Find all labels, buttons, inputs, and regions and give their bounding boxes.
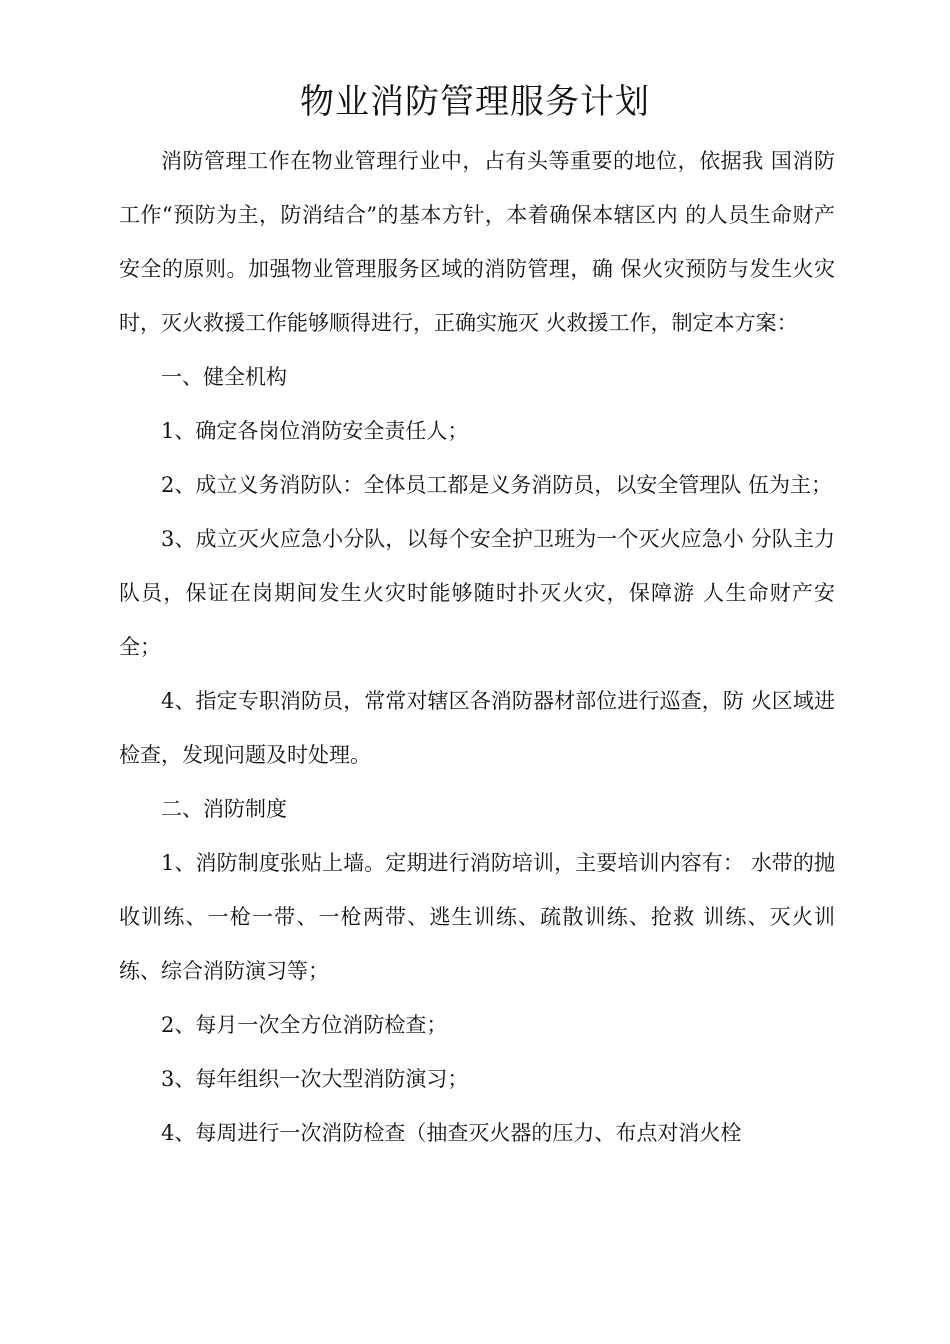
section-heading-fire-rules: 二、消防制度 [161, 797, 287, 821]
document-title: 物业消防管理服务计划 [300, 82, 650, 122]
section2-item-3: 3、每年组织一次大型消防演习； [161, 1067, 469, 1091]
intro-paragraph: 消防管理工作在物业管理行业中，占有头等重要的地位，依据我 国消防工作“预防为主，防消结合”的基本方针，本着确保本辖区内 的人员生命财产安全的原则。加强物业管理服务区域的消防管理，确 保火灾预防与发生火灾时，灭火救援工作能够顺得进行，正确实施灭 火救援工作，制定本方案： [119, 149, 835, 335]
section-heading-organization: 一、健全机构 [161, 365, 287, 389]
section1-item-4: 4、指定专职消防员，常常对辖区各消防器材部位进行巡查，防 火区域进检查，发现问题及时处理。 [119, 689, 835, 767]
section2-item-1: 1、消防制度张贴上墙。定期进行消防培训，主要培训内容有： 水带的抛收训练、一枪一带、一枪两带、逃生训练、疏散训练、抢救 训练、灭火训练、综合消防演习等； [119, 851, 835, 983]
section1-item-3: 3、成立灭火应急小分队，以每个安全护卫班为一个灭火应急小 分队主力队员，保证在岗期间发生火灾时能够随时扑灭火灾，保障游 人生命财产安全； [119, 527, 835, 659]
section1-item-2: 2、成立义务消防队：全体员工都是义务消防员，以安全管理队 伍为主； [161, 473, 833, 497]
document-body [119, 134, 835, 1160]
section2-item-2: 2、每月一次全方位消防检查； [161, 1013, 448, 1037]
section1-item-1: 1、确定各岗位消防安全责任人； [161, 419, 469, 443]
section2-item-4: 4、每周进行一次消防检查（抽查灭火器的压力、布点对消火栓 [161, 1121, 742, 1145]
